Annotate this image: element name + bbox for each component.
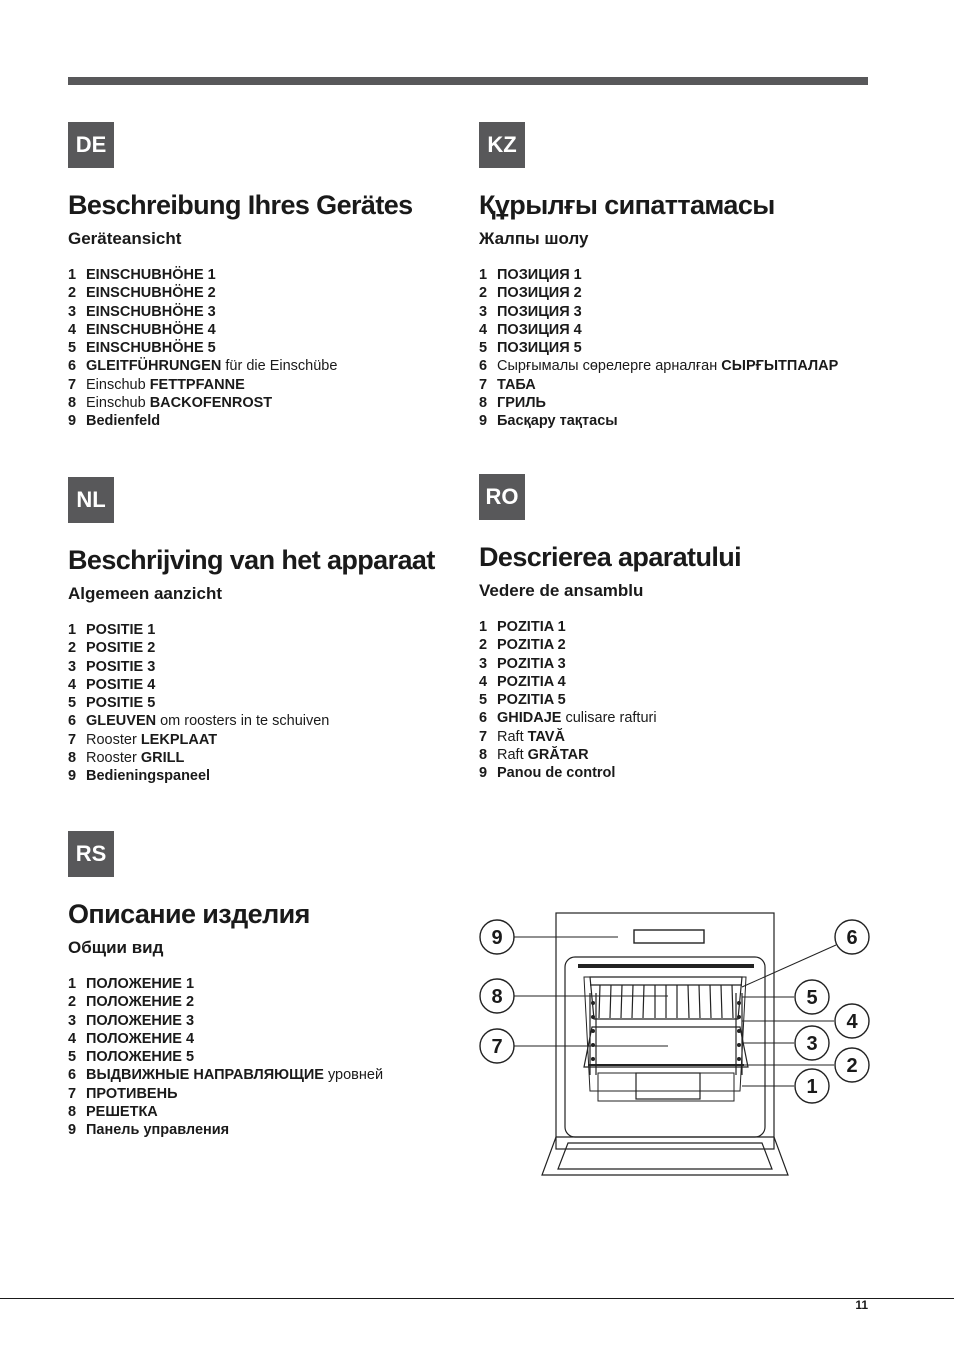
item-label: ПОЗИЦИЯ 2 [497,285,582,302]
list-item [479,691,879,709]
list-item [479,728,879,746]
item-label: ПОЛОЖЕНИЕ 4 [86,1030,195,1047]
item-label: POZITIA 4 [497,673,566,690]
list-item [479,303,879,321]
item-list [479,266,879,431]
item-label: GHIDAJE [497,710,562,727]
item-label: ГРИЛЬ [497,395,546,412]
list-item [479,636,879,654]
leader-6 [742,945,836,987]
list-item [68,658,468,676]
control-panel-display [634,930,704,943]
item-label: ПОЛОЖЕНИЕ 5 [86,1049,195,1066]
item-number: 5 [68,340,77,357]
item-text: Raft [497,728,528,745]
item-label: Басқару тақтасы [497,413,618,430]
callout-6: 6 [846,927,858,949]
list-item [479,746,879,764]
oven-diagram [478,905,878,1187]
item-number: 9 [479,765,488,782]
list-item [68,1066,468,1084]
callout-3: 3 [806,1033,818,1055]
item-number: 9 [68,768,77,785]
item-label: POSITIE 1 [86,622,156,638]
item-label: РЕШЕТКА [86,1104,158,1121]
item-label: BACKOFENROST [149,395,273,412]
list-item [68,676,468,694]
list-item [68,376,468,394]
item-label: EINSCHUBHÖHE 2 [86,285,216,302]
list-item [479,376,879,394]
language-badge: NL [68,477,114,523]
item-number: 4 [479,321,488,338]
item-label: EINSCHUBHÖHE 4 [86,321,216,338]
item-label: Bedienfeld [86,413,161,430]
list-item [68,621,468,639]
item-label: Panou de control [497,765,616,782]
item-number: 1 [68,976,77,992]
item-number: 3 [479,655,488,672]
item-list [479,618,879,783]
item-number: 2 [68,285,77,302]
language-badge: DE [68,122,114,168]
item-text: culisare rafturi [561,710,657,727]
item-number: 4 [68,1030,77,1047]
list-item [479,266,879,284]
item-label: ВЫДВИЖНЫЕ НАПРАВЛЯЮЩИЕ [86,1067,324,1084]
item-number: 9 [68,1122,77,1139]
item-text: Einschub [86,395,150,412]
callout-9: 9 [491,927,503,949]
item-number: 3 [479,303,488,320]
list-item [479,284,879,302]
item-label: ПРОТИВЕНЬ [86,1085,178,1102]
item-label: ПОЗИЦИЯ 5 [497,340,582,357]
list-item [68,303,468,321]
item-label: POSITIE 3 [86,658,156,675]
item-list [68,975,468,1140]
section-title: Descrierea aparatului [479,542,742,572]
item-label: TAVĂ [527,728,565,745]
list-item [479,357,879,375]
language-badge: RS [68,831,114,877]
item-number: 4 [479,673,488,690]
section-de [68,122,468,431]
item-number: 6 [68,713,77,730]
item-number: 5 [68,1049,77,1066]
list-item [479,321,879,339]
item-label: Bedieningspaneel [86,768,211,785]
section-subtitle: Algemeen aanzicht [68,584,222,603]
item-number: 1 [479,267,488,283]
item-list [68,621,468,786]
item-number: 7 [68,731,77,748]
list-item [68,1121,468,1139]
item-label: ПОЗИЦИЯ 4 [497,321,582,338]
item-number: 3 [68,303,77,320]
item-number: 9 [68,413,77,430]
item-number: 7 [479,728,488,745]
list-item [479,412,879,430]
item-number: 6 [68,358,77,375]
list-item [479,764,879,782]
list-item [479,618,879,636]
item-label: FETTPFANNE [149,376,245,393]
item-number: 7 [479,376,488,393]
page-number: 11 [855,1298,868,1312]
list-item [479,655,879,673]
item-label: LEKPLAAT [140,731,218,748]
item-number: 6 [68,1067,77,1084]
section-title: Beschrijving van het apparaat [68,545,435,575]
item-number: 2 [68,994,77,1011]
item-number: 4 [68,321,77,338]
list-item [68,639,468,657]
item-label: POSITIE 5 [86,695,156,712]
section-kz [479,122,879,431]
item-label: EINSCHUBHÖHE 1 [86,267,216,283]
list-item [68,694,468,712]
item-label: POZITIA 2 [497,637,566,654]
section-rs [68,831,468,1140]
item-number: 8 [479,747,488,764]
item-number: 6 [479,710,488,727]
item-text: Einschub [86,376,150,393]
list-item [68,767,468,785]
callout-5: 5 [806,987,818,1009]
callout-8: 8 [491,986,503,1008]
item-number: 8 [68,1104,77,1121]
oven-lamp [636,1073,700,1099]
list-item [68,321,468,339]
item-number: 1 [68,267,77,283]
top-rule [68,77,868,85]
item-label: Панель управления [86,1122,230,1139]
bottom-rule [0,1298,954,1299]
item-label: GLEUVEN [86,713,157,730]
list-item [68,394,468,412]
section-subtitle: Жалпы шолу [479,229,589,248]
item-label: POZITIA 1 [497,619,566,635]
list-item [479,673,879,691]
list-item [68,1012,468,1030]
item-text: уровней [323,1067,384,1084]
list-item [68,1103,468,1121]
callout-2: 2 [846,1055,858,1077]
section-ro [479,474,879,783]
item-label: ТАБА [497,376,536,393]
list-item [479,339,879,357]
item-label: ПОЗИЦИЯ 3 [497,303,582,320]
section-nl [68,477,468,786]
item-label: GLEITFÜHRUNGEN [86,358,222,375]
list-item [68,412,468,430]
list-item [68,339,468,357]
item-number: 1 [68,622,77,638]
item-number: 9 [479,413,488,430]
item-number: 3 [68,658,77,675]
item-number: 6 [479,358,488,375]
item-number: 1 [479,619,488,635]
callout-4: 4 [846,1011,858,1033]
list-item [68,975,468,993]
section-subtitle: Общии вид [68,938,164,957]
list-item [68,1085,468,1103]
item-label: ПОЛОЖЕНИЕ 2 [86,994,195,1011]
item-label: СЫРҒЫТПАЛАР [721,358,839,375]
door-glass [558,1143,772,1169]
item-label: ПОЛОЖЕНИЕ 1 [86,976,195,992]
item-label: POSITIE 4 [86,676,156,693]
section-subtitle: Vedere de ansamblu [479,581,644,600]
item-number: 2 [479,285,488,302]
list-item [68,284,468,302]
item-label: EINSCHUBHÖHE 3 [86,303,216,320]
item-number: 5 [68,695,77,712]
list-item [68,357,468,375]
drip-tray [584,1027,748,1067]
callout-7: 7 [491,1036,503,1058]
item-label: POZITIA 3 [497,655,566,672]
section-title: Beschreibung Ihres Gerätes [68,190,413,220]
item-text: om roosters in te schuiven [156,713,330,730]
item-number: 2 [479,637,488,654]
item-number: 8 [479,395,488,412]
item-number: 8 [68,395,77,412]
item-number: 5 [479,692,488,709]
item-label: ПОЛОЖЕНИЕ 3 [86,1012,195,1029]
callout-1: 1 [806,1076,818,1098]
section-subtitle: Geräteansicht [68,229,182,248]
item-number: 2 [68,640,77,657]
item-number: 4 [68,676,77,693]
list-item [68,749,468,767]
list-item [68,731,468,749]
list-item [68,712,468,730]
item-label: GRILL [140,750,185,767]
list-item [479,709,879,727]
item-text: Сырғымалы сөрелерге арналған [497,358,722,375]
item-number: 7 [68,1085,77,1102]
cavity-floor [598,1073,734,1101]
item-number: 3 [68,1012,77,1029]
language-badge: RO [479,474,525,520]
item-text: Rooster [86,750,141,767]
list-item [68,1048,468,1066]
item-text: Rooster [86,731,141,748]
section-title: Описание изделия [68,899,310,929]
list-item [68,993,468,1011]
item-label: POSITIE 2 [86,640,156,657]
item-number: 7 [68,376,77,393]
list-item [68,1030,468,1048]
item-label: GRĂTAR [527,747,589,764]
item-text: für die Einschübe [221,358,338,375]
item-number: 8 [68,750,77,767]
item-label: EINSCHUBHÖHE 5 [86,340,216,357]
item-label: POZITIA 5 [497,692,566,709]
item-text: Raft [497,747,528,764]
list-item [68,266,468,284]
item-label: ПОЗИЦИЯ 1 [497,267,582,283]
item-number: 5 [479,340,488,357]
section-title: Құрылғы сипаттамасы [479,190,775,220]
language-badge: KZ [479,122,525,168]
item-list [68,266,468,431]
oven-cavity [565,957,765,1137]
list-item [479,394,879,412]
